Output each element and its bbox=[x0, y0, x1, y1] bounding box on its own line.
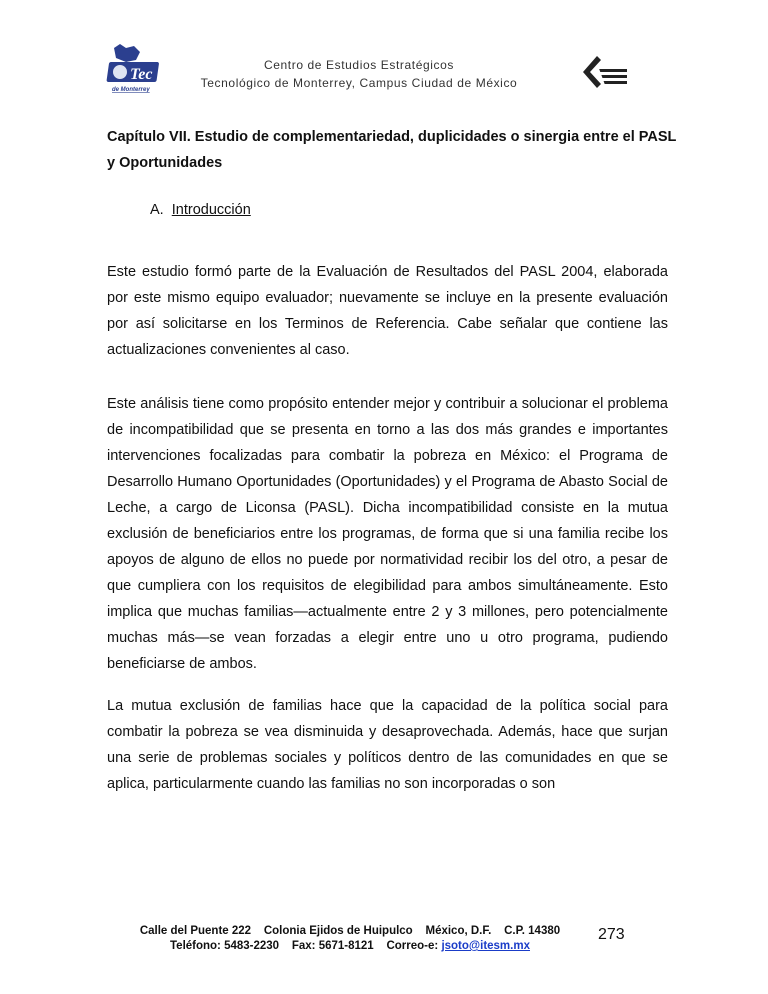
paragraph-2: Este análisis tiene como propósito entender mejor y contribuir a solucionar el problema de incompatibilidad que se presenta en torno a las dos más grandes e importantes intervenciones focalizadas para combatir la pobreza en México: el Programa de Desarrollo Humano Oportunidades (Oportunidades) y el Programa de Abasto Social de Leche, a cargo de Liconsa (PASL). Dicha incompatibilidad consiste en la mutua exclusión de beneficiarios entre los programas, de forma que si una familia recibe los apoyos de alguno de ellos no puede por normatividad recibir los del otro, a pesar de que cumpliera con los requisitos de elegibilidad para ambos simultáneamente. Esto implica que muchas familias—actualmente entre 2 y 3 millones, pero potencialmente muchas más—se vean forzadas a elegir entre uno u otro programa, pudiendo beneficiarse de ambos. bbox=[107, 396, 668, 672]
chapter-title: Capítulo VII. Estudio de complementariedad, duplicidades o sinergia entre el PASL y Oportunidades bbox=[107, 129, 677, 171]
footer-contact bbox=[120, 939, 580, 954]
svg-text:Tec: Tec bbox=[130, 66, 153, 83]
page-footer bbox=[120, 924, 580, 954]
paragraph-3: La mutua exclusión de familias hace que la capacidad de la política social para combatir la pobreza se vea disminuida y desaprovechada. Además, hace que surjan una serie de problemas sociales y políticos dentro de las comunidades en que se aplica, particularmente cuando las familias no son incorporadas o son bbox=[107, 698, 668, 792]
tec-monterrey-logo-icon bbox=[106, 42, 166, 94]
section-letter: A. bbox=[150, 202, 164, 218]
institution-name bbox=[199, 56, 519, 92]
section-heading bbox=[150, 200, 251, 220]
cee-logo-icon bbox=[579, 52, 627, 92]
page-header bbox=[104, 40, 664, 100]
svg-text:de Monterrey: de Monterrey bbox=[112, 87, 150, 93]
email-link[interactable]: jsoto@itesm.mx bbox=[441, 940, 530, 952]
header-line-2: Tecnológico de Monterrey, Campus Ciudad de México bbox=[200, 76, 518, 90]
section-label: Introducción bbox=[171, 202, 251, 218]
header-line-1: Centro de Estudios Estratégicos bbox=[263, 58, 455, 72]
paragraph-1: Este estudio formó parte de la Evaluación de Resultados del PASL 2004, elaborada por este mismo equipo evaluador; nuevamente se incluye en la presente evaluación por así solicitarse en los Terminos de Referencia. Cabe señalar que contiene las actualizaciones convenientes al caso. bbox=[107, 264, 668, 358]
page-number: 273 bbox=[598, 926, 625, 943]
footer-address: Calle del Puente 222 Colonia Ejidos de Huipulco México, D.F. C.P. 14380 bbox=[139, 925, 561, 937]
footer-phone-fax: Teléfono: 5483-2230 Fax: 5671-8121 Correo-e: bbox=[170, 940, 442, 952]
